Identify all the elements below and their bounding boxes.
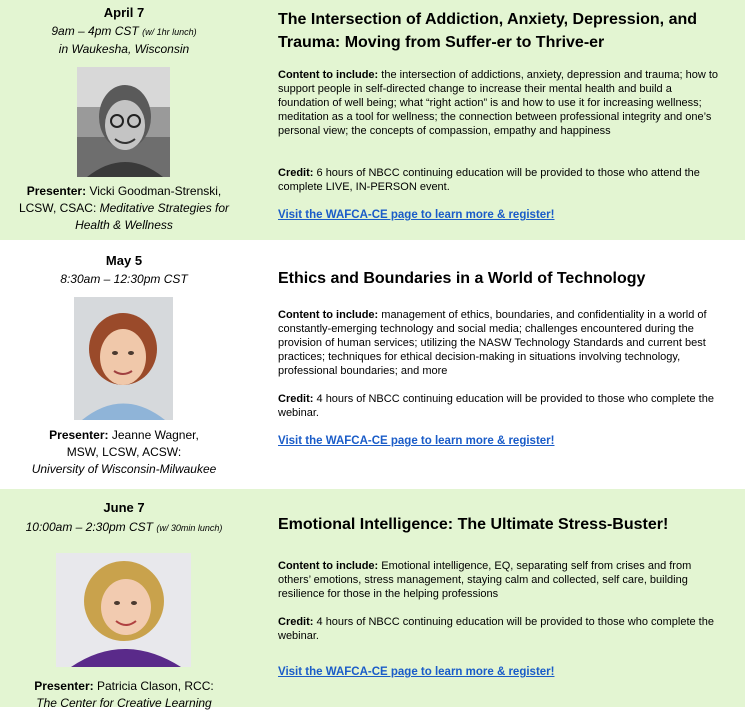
event-april-7 — [0, 0, 745, 240]
event-details-column — [0, 0, 248, 240]
presenter-name: Jeanne Wagner, — [111, 428, 199, 442]
presenter-affiliation: University of Wisconsin-Milwaukee — [31, 462, 217, 476]
presenter-photo — [74, 297, 173, 420]
register-link[interactable]: Visit the WAFCA-CE page to learn more & register! — [278, 435, 555, 447]
presenter-creds: MSW, LCSW, ACSW: — [66, 445, 182, 459]
presenter-label: Presenter: — [26, 184, 87, 198]
event-date: June 7 — [103, 500, 145, 515]
event-title: Emotional Intelligence: The Ultimate Stress-Buster! — [278, 516, 669, 533]
event-time: 10:00am – 2:30pm CST (w/ 30min lunch) — [25, 520, 223, 534]
presenter-name: Patricia Clason, RCC: — [97, 679, 214, 693]
register-link[interactable]: Visit the WAFCA-CE page to learn more & register! — [278, 666, 555, 678]
presenter-label: Presenter: — [49, 428, 109, 442]
presenter-affiliation: Meditative Strategies for Health & Wellness — [75, 201, 230, 232]
presenter-affiliation: The Center for Creative Learning — [36, 696, 212, 710]
presenter-photo — [56, 553, 191, 667]
event-content: Content to include: management of ethics, boundaries, and confidentiality in a world of constantly-emerging technology and social media; challenges encountered during the provision of human services; utilizing the NASW Technology Standards and current best practices; techniques for ethical decision-making in situations involving technology, professional boundaries; and more — [278, 309, 707, 377]
presenter-creds: LCSW, CSAC: — [18, 201, 97, 215]
event-location: in Waukesha, Wisconsin — [58, 42, 190, 56]
event-may-5 — [0, 240, 745, 489]
event-june-7 — [0, 489, 745, 710]
event-credit: Credit: 4 hours of NBCC continuing education will be provided to those who complete the webinar. — [278, 616, 714, 642]
event-time: 8:30am – 12:30pm CST — [60, 272, 188, 286]
event-content: Content to include: the intersection of addictions, anxiety, depression and trauma; how to support people in self-directed change to increase their mental health and build a foundation of well being; what “right action” is and how to use it for increasing wellness; meditation as a tool for wellness; the connection between professional integrity and one’s personal view; the concepts of compassion, empathy and happiness — [278, 69, 718, 137]
presenter-info — [0, 183, 248, 234]
event-description-column — [248, 0, 745, 240]
presenter-label: Presenter: — [34, 679, 94, 693]
event-date: May 5 — [105, 253, 143, 268]
event-details-column — [0, 489, 248, 710]
event-content: Content to include: Emotional intelligence, EQ, separating self from crises and from others’ emotions, stress management, staying calm and collected, self care, building resilience for those in the helping professions — [278, 560, 692, 600]
presenter-name: Vicki Goodman-Strenski, — [89, 184, 222, 198]
event-details-column — [0, 240, 248, 489]
event-time: 9am – 4pm CST (w/ 1hr lunch) — [51, 24, 197, 38]
event-credit: Credit: 4 hours of NBCC continuing education will be provided to those who complete the webinar. — [278, 393, 714, 419]
register-link[interactable]: Visit the WAFCA-CE page to learn more & register! — [278, 209, 555, 221]
presenter-info — [0, 427, 248, 478]
event-date: April 7 — [103, 5, 145, 20]
event-description-column — [248, 240, 745, 489]
event-description-column — [248, 489, 745, 707]
event-title: Ethics and Boundaries in a World of Technology — [278, 270, 646, 287]
event-title: The Intersection of Addiction, Anxiety, Depression, and Trauma: Moving from Suffer-er to Thrive-er — [278, 11, 698, 51]
presenter-photo — [77, 67, 170, 177]
event-credit: Credit: 6 hours of NBCC continuing education will be provided to those who attend the complete LIVE, IN-PERSON event. — [278, 167, 700, 193]
